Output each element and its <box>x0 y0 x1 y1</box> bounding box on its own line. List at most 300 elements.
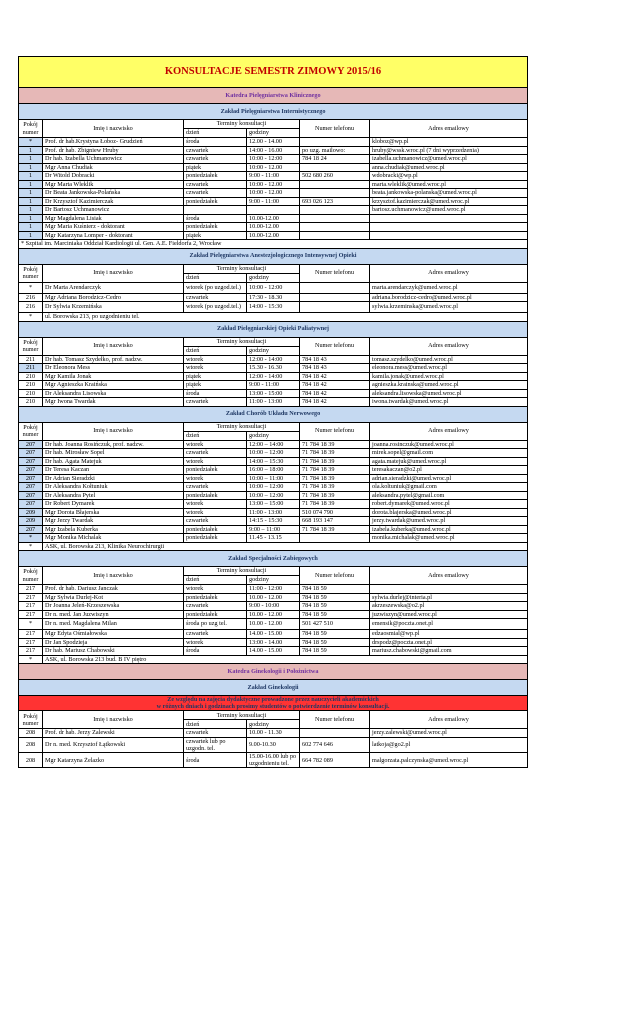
consult-hours: 13:00 - 14.00 <box>247 638 300 647</box>
email-header: Adres emailowy <box>370 120 528 138</box>
table-row <box>19 172 528 181</box>
room-number: 207 <box>19 457 43 466</box>
staff-name: Dr Marta Arendarczyk <box>43 282 184 293</box>
table-row <box>19 440 528 449</box>
warning-note <box>19 696 528 711</box>
terms-header: Terminy konsultacji <box>184 422 300 431</box>
email-address: bartosz.uchmanowicz@umed.wroc.pl <box>370 206 528 215</box>
room-number: 207 <box>19 500 43 509</box>
terms-header: Terminy konsultacji <box>184 264 300 273</box>
consult-day: poniedziałek <box>184 593 247 602</box>
room-number: 1 <box>19 206 43 215</box>
staff-name: Dr Joanna Jeleń-Krzeszewska <box>43 602 184 611</box>
phone-number: 602 774 646 <box>300 737 370 752</box>
consult-day: poniedziałek <box>184 197 247 206</box>
staff-name: Dr Eleonora Mess <box>43 364 184 373</box>
staff-name: Dr Aleksandra Pytel <box>43 491 184 500</box>
staff-name: Mgr Jerzy Twardak <box>43 517 184 526</box>
consult-hours: 16:00 – 18:00 <box>247 466 300 475</box>
terms-header: Terminy konsultacji <box>184 120 300 129</box>
consult-day: czwartek <box>184 146 247 155</box>
day-header: dzień <box>184 273 247 282</box>
consult-day: poniedziałek <box>184 525 247 534</box>
staff-name: Mgr Edyta Ośmiałowska <box>43 630 184 639</box>
phone-number <box>300 534 370 543</box>
hours-header: godziny <box>247 576 300 585</box>
staff-name: Prof. dr hab. Jerzy Zalewski <box>43 729 184 738</box>
table-row <box>19 364 528 373</box>
email-address <box>370 214 528 223</box>
email-address: edzaosmial@wp.pl <box>370 630 528 639</box>
consult-hours: 11:00 - 13:00 <box>247 508 300 517</box>
consult-day: czwartek lub po uzgodn. tel. <box>184 737 247 752</box>
room-number: 1 <box>19 146 43 155</box>
zaklad-row <box>19 104 528 120</box>
consult-day: czwartek <box>184 398 247 407</box>
email-address: kamila.jonak@umed.wroc.pl <box>370 372 528 381</box>
consult-hours: 10:00 – 12:00 <box>247 449 300 458</box>
room-number: 208 <box>19 737 43 752</box>
phone-header: Numer telefonu <box>300 711 370 729</box>
phone-header: Numer telefonu <box>300 567 370 585</box>
column-header-row <box>19 567 528 576</box>
hours-header: godziny <box>247 346 300 355</box>
staff-name: Dr Sylwia Krzemińska <box>43 302 184 313</box>
phone-number <box>300 163 370 172</box>
zaklad-row <box>19 406 528 422</box>
consult-day: wtorek <box>184 474 247 483</box>
table-row <box>19 619 528 630</box>
consult-hours: 14.00 - 15.00 <box>247 630 300 639</box>
table-row <box>19 534 528 543</box>
zaklad-heading: Zakład Chorób Układu Nerwowego <box>19 406 528 422</box>
staff-name: Dr n. med. Krzysztof Łątkowski <box>43 737 184 752</box>
room-number: * <box>19 138 43 147</box>
consult-hours: 11:00 - 13:00 <box>247 398 300 407</box>
email-address: hruby@wssk.wroc.pl (7 dni wyprzedzenia) <box>370 146 528 155</box>
room-number: 210 <box>19 381 43 390</box>
phone-number: 784 18 59 <box>300 647 370 656</box>
email-header: Adres emailowy <box>370 264 528 282</box>
consult-hours: 10:00 - 12:00 <box>247 155 300 164</box>
consult-day: piątek <box>184 231 247 240</box>
email-address: malgorzata.palczynska@umed.wroc.pl <box>370 753 528 768</box>
staff-name: Mgr Magdalena Lisiak <box>43 214 184 223</box>
hours-header: godziny <box>247 273 300 282</box>
consult-day: piątek <box>184 372 247 381</box>
consult-hours: 14.00 - 15.00 <box>247 647 300 656</box>
table-row <box>19 138 528 147</box>
name-header: Imię i nazwisko <box>43 422 184 440</box>
note-marker: * <box>19 542 43 551</box>
phone-number: 784 18 43 <box>300 364 370 373</box>
room-number: 210 <box>19 398 43 407</box>
email-address: joanna.rosinczuk@umed.wroc.pl <box>370 440 528 449</box>
phone-number: 784 18 43 <box>300 355 370 364</box>
table-row <box>19 398 528 407</box>
phone-number: 784 18 59 <box>300 585 370 594</box>
consult-hours: 10:00 - 12.00 <box>247 180 300 189</box>
consult-hours: 10:00 – 11:00 <box>247 474 300 483</box>
room-header: Pokój numer <box>19 567 43 585</box>
room-number: 1 <box>19 214 43 223</box>
table-row <box>19 146 528 155</box>
room-number: 217 <box>19 647 43 656</box>
day-header: dzień <box>184 576 247 585</box>
phone-number: 784 18 59 <box>300 630 370 639</box>
email-header: Adres emailowy <box>370 711 528 729</box>
phone-number <box>300 206 370 215</box>
phone-number: 784 18 59 <box>300 602 370 611</box>
table-row <box>19 737 528 752</box>
email-address: krzysztof.kazimierczak@umed.wroc.pl <box>370 197 528 206</box>
phone-number: 693 026 123 <box>300 197 370 206</box>
email-address: anna.chudiak@umed.wroc.pl <box>370 163 528 172</box>
room-number: 207 <box>19 466 43 475</box>
consult-day: wtorek <box>184 440 247 449</box>
consult-day: poniedziałek <box>184 466 247 475</box>
katedra-heading: Katedra Ginekologii i Położnictwa <box>19 664 528 680</box>
table-row <box>19 500 528 509</box>
staff-name: Dr hab. Izabella Uchmanowicz <box>43 155 184 164</box>
room-number: 207 <box>19 525 43 534</box>
consult-hours: 10.00 - 11.30 <box>247 729 300 738</box>
staff-name: Mgr Agnieszka Kraińska <box>43 381 184 390</box>
staff-name: Dr Adrian Sieradzki <box>43 474 184 483</box>
consult-day: środa po uzg tel. <box>184 619 247 630</box>
email-address: emensik@poczta.onet.pl <box>370 619 528 630</box>
staff-name: Mgr Kamila Jonak <box>43 372 184 381</box>
consult-day: czwartek <box>184 189 247 198</box>
consult-day: wtorek <box>184 457 247 466</box>
katedra-row <box>19 664 528 680</box>
note-row <box>19 240 528 249</box>
consult-day: wtorek (po uzgod.tel.) <box>184 302 247 313</box>
email-address: teresakaczan@o2.pl <box>370 466 528 475</box>
table-row <box>19 753 528 768</box>
room-number: 209 <box>19 508 43 517</box>
staff-name: Mgr Adriana Borodzicz-Cedro <box>43 293 184 302</box>
phone-number: 784 18 42 <box>300 381 370 390</box>
table-row <box>19 449 528 458</box>
day-header: dzień <box>184 720 247 729</box>
email-address: eleonora.mess@umed.wroc.pl <box>370 364 528 373</box>
room-number: 1 <box>19 163 43 172</box>
room-number: 217 <box>19 593 43 602</box>
phone-number: 71 784 18 39 <box>300 525 370 534</box>
table-row <box>19 491 528 500</box>
table-row <box>19 389 528 398</box>
room-number: 1 <box>19 180 43 189</box>
phone-header: Numer telefonu <box>300 422 370 440</box>
consult-day: poniedziałek <box>184 223 247 232</box>
table-row <box>19 231 528 240</box>
zaklad-row <box>19 321 528 337</box>
email-address: tomasz.szydelko@umed.wroc.pl <box>370 355 528 364</box>
staff-name: Dr hab. Mariusz Chabowski <box>43 647 184 656</box>
consult-day: czwartek <box>184 180 247 189</box>
staff-name: Dr Teresa Kaczan <box>43 466 184 475</box>
day-header: dzień <box>184 431 247 440</box>
room-number: 207 <box>19 491 43 500</box>
room-number: 217 <box>19 585 43 594</box>
consult-day: wtorek <box>184 364 247 373</box>
room-header: Pokój numer <box>19 120 43 138</box>
staff-name: Dr Jan Spodzieja <box>43 638 184 647</box>
phone-number: 668 193 147 <box>300 517 370 526</box>
consult-day: piątek <box>184 163 247 172</box>
consult-hours: 11:00 - 12:00 <box>247 585 300 594</box>
phone-number: 502 680 260 <box>300 172 370 181</box>
staff-name: Prof. dr hab.Krystyna Łoboz- Grudzień <box>43 138 184 147</box>
day-header: dzień <box>184 346 247 355</box>
zaklad-heading: Zakład Pielęgniarstwa Anestezjologicznego Intensywnej Opieki <box>19 248 528 264</box>
room-number: 216 <box>19 293 43 302</box>
email-address: juzwiszyn@umed.wroc.pl <box>370 610 528 619</box>
staff-name: Dr Aleksandra Lisowska <box>43 389 184 398</box>
consult-hours: 10.00-12.00 <box>247 214 300 223</box>
table-row <box>19 372 528 381</box>
table-row <box>19 508 528 517</box>
email-address <box>370 231 528 240</box>
room-number: 210 <box>19 389 43 398</box>
room-number: 209 <box>19 517 43 526</box>
consult-hours: 13:00 - 15:00 <box>247 389 300 398</box>
room-number: 1 <box>19 231 43 240</box>
consult-day: czwartek <box>184 155 247 164</box>
table-row <box>19 593 528 602</box>
table-row <box>19 585 528 594</box>
phone-number: 784 18 42 <box>300 398 370 407</box>
phone-number: 71 784 18 39 <box>300 449 370 458</box>
phone-number <box>300 214 370 223</box>
consult-hours: 10.00-12.00 <box>247 223 300 232</box>
table-row <box>19 647 528 656</box>
staff-name: Mgr Iwona Twardak <box>43 398 184 407</box>
consult-hours: 10:00 - 12.00 <box>247 189 300 198</box>
consult-day: poniedziałek <box>184 610 247 619</box>
phone-number: po uzg. mailowo: <box>300 146 370 155</box>
consult-day: środa <box>184 753 247 768</box>
consult-day: czwartek <box>184 483 247 492</box>
phone-number: 784 18 59 <box>300 610 370 619</box>
location-note: ul. Borowska 213, po uzgodnieniu tel. <box>43 313 528 322</box>
staff-name: Mgr Katarzyna Lomper - doktorant <box>43 231 184 240</box>
phone-number: 784 18 42 <box>300 389 370 398</box>
consult-hours: 11.45 - 13.15 <box>247 534 300 543</box>
warning-row <box>19 696 528 711</box>
room-number: * <box>19 534 43 543</box>
consult-hours: 12:00 – 14:00 <box>247 440 300 449</box>
staff-name: Mgr Katarzyna Żelazko <box>43 753 184 768</box>
email-address: mirek.sopel@gmail.com <box>370 449 528 458</box>
note-row <box>19 655 528 664</box>
zaklad-heading: Zakład Ginekologii <box>19 680 528 696</box>
phone-number: 784 18 42 <box>300 372 370 381</box>
staff-name: Dr n. med. Jan Juzwiszyn <box>43 610 184 619</box>
location-note: * Szpital im. Marciniaka Oddział Kardiologii ul. Gen. A.E. Fieldorfa 2, Wrocław <box>19 240 528 249</box>
hours-header: godziny <box>247 129 300 138</box>
consult-hours <box>247 206 300 215</box>
consult-day: czwartek <box>184 293 247 302</box>
zaklad-heading: Zakład Pielęgniarskiej Opieki Paliatywnej <box>19 321 528 337</box>
table-row <box>19 610 528 619</box>
email-address: drspodz@poczta.onet.pl <box>370 638 528 647</box>
staff-name: Dr hab. Joanna Rosińczuk, prof. nadzw. <box>43 440 184 449</box>
room-number: 216 <box>19 302 43 313</box>
email-address: ola.koltuniuk@gmail.com <box>370 483 528 492</box>
email-address: sylwia.krzeminska@umed.wroc.pl <box>370 302 528 313</box>
hours-header: godziny <box>247 720 300 729</box>
consult-day: środa <box>184 214 247 223</box>
name-header: Imię i nazwisko <box>43 120 184 138</box>
column-header-row <box>19 422 528 431</box>
table-row <box>19 293 528 302</box>
room-number: 1 <box>19 223 43 232</box>
email-address: dorota.blajerska@umed.wroc.pl <box>370 508 528 517</box>
zaklad-row <box>19 551 528 567</box>
table-row <box>19 302 528 313</box>
staff-name: Mgr Monika Michalak <box>43 534 184 543</box>
staff-name: Dr hab. Tomasz Szydełko, prof. nadzw. <box>43 355 184 364</box>
note-row <box>19 313 528 322</box>
staff-name: Mgr Dorota Błajerska <box>43 508 184 517</box>
name-header: Imię i nazwisko <box>43 711 184 729</box>
staff-name: Dr Witold Dobracki <box>43 172 184 181</box>
consult-hours: 13:00 – 15:00 <box>247 500 300 509</box>
phone-number: 71 784 18 39 <box>300 440 370 449</box>
email-address: adrian.sieradzki@umed.wroc.pl <box>370 474 528 483</box>
table-row <box>19 197 528 206</box>
consultation-document <box>18 56 527 768</box>
table-row <box>19 214 528 223</box>
room-number: 207 <box>19 483 43 492</box>
consult-hours: 15.00-16.00 lub po uzgodnieniu tel. <box>247 753 300 768</box>
email-address: iwona.twardak@umed.wroc.pl <box>370 398 528 407</box>
table-row <box>19 466 528 475</box>
consult-day: wtorek (po uzgod.tel.) <box>184 282 247 293</box>
email-address: aleksandra.pytel@gmail.com <box>370 491 528 500</box>
staff-name: Prof. dr hab. Zbigniew Hruby <box>43 146 184 155</box>
staff-name: Mgr Anna Chudiak <box>43 163 184 172</box>
staff-name: Prof. dr hab. Dariusz Janczak <box>43 585 184 594</box>
consult-hours: 10.00 - 12.00 <box>247 593 300 602</box>
consult-hours: 15.30 - 16.30 <box>247 364 300 373</box>
email-address: marta.arendarczyk@umed.wroc.pl <box>370 282 528 293</box>
phone-number <box>300 729 370 738</box>
consult-hours: 10:00 – 12:00 <box>247 491 300 500</box>
phone-number <box>300 293 370 302</box>
staff-name: Dr Bartosz Uchmanowicz <box>43 206 184 215</box>
email-header: Adres emailowy <box>370 567 528 585</box>
table-row <box>19 525 528 534</box>
consult-hours: 10.00-12.00 <box>247 231 300 240</box>
email-address: jerzy.twardak@umed.wroc.pl <box>370 517 528 526</box>
email-address: agnieszka.krainska@umed.wroc.pl <box>370 381 528 390</box>
room-number: 207 <box>19 440 43 449</box>
warning-line: Ze względu na zajęcia dydaktyczne prowadzone przez nauczycieli akademickich <box>167 696 379 703</box>
email-address: agata.matejuk@umed.wroc.pl <box>370 457 528 466</box>
table-row <box>19 355 528 364</box>
consult-day: środa <box>184 138 247 147</box>
consult-day: poniedziałek <box>184 491 247 500</box>
consult-hours: 10:00 - 12.00 <box>247 163 300 172</box>
consult-day: środa <box>184 647 247 656</box>
consult-day: wtorek <box>184 585 247 594</box>
table-row <box>19 483 528 492</box>
table-row <box>19 457 528 466</box>
phone-number <box>300 302 370 313</box>
page-title: KONSULTACJE SEMESTR ZIMOWY 2015/16 <box>19 57 528 88</box>
email-address: mariusz.chabowski@gmail.com <box>370 647 528 656</box>
staff-name: Mgr Sylwia Durlej-Kot <box>43 593 184 602</box>
location-note: ASK, ul. Borowska 213, Klinika Neurochirurgii <box>43 542 528 551</box>
terms-header: Terminy konsultacji <box>184 567 300 576</box>
column-header-row <box>19 120 528 129</box>
room-number: 217 <box>19 610 43 619</box>
phone-number: 510 074 790 <box>300 508 370 517</box>
consult-day: czwartek <box>184 449 247 458</box>
phone-number: 784 18 59 <box>300 593 370 602</box>
phone-number <box>300 231 370 240</box>
column-header-row <box>19 711 528 720</box>
phone-number: 71 784 18 39 <box>300 457 370 466</box>
table-row <box>19 381 528 390</box>
room-number: 208 <box>19 729 43 738</box>
consult-day: czwartek <box>184 517 247 526</box>
email-address: monika.michalak@umed.wroc.pl <box>370 534 528 543</box>
consult-day: czwartek <box>184 630 247 639</box>
consult-hours: 14:00 - 15:30 <box>247 302 300 313</box>
phone-number: 784 18 24 <box>300 155 370 164</box>
phone-number: 71 784 18 39 <box>300 491 370 500</box>
consult-hours: 10.00 - 12.00 <box>247 610 300 619</box>
table-row <box>19 163 528 172</box>
name-header: Imię i nazwisko <box>43 264 184 282</box>
phone-number: 664 782 089 <box>300 753 370 768</box>
table-row <box>19 223 528 232</box>
consult-hours: 9:00 - 10:00 <box>247 602 300 611</box>
staff-name: Dr Aleksandra Kołtuniuk <box>43 483 184 492</box>
consult-day <box>184 206 247 215</box>
consult-hours: 9:00 - 11:00 <box>247 381 300 390</box>
room-number: 217 <box>19 602 43 611</box>
consult-hours: 10.00 - 12.00 <box>247 619 300 630</box>
staff-name: Mgr Maria Kuśnierz - doktorant <box>43 223 184 232</box>
room-number: 207 <box>19 474 43 483</box>
email-address: sylwia.durlej@interia.pl <box>370 593 528 602</box>
zaklad-row <box>19 680 528 696</box>
hours-header: godziny <box>247 431 300 440</box>
terms-header: Terminy konsultacji <box>184 337 300 346</box>
consult-hours: 12:00 - 14:00 <box>247 355 300 364</box>
phone-header: Numer telefonu <box>300 337 370 355</box>
phone-number: 784 18 59 <box>300 638 370 647</box>
note-row <box>19 542 528 551</box>
column-header-row <box>19 264 528 273</box>
phone-header: Numer telefonu <box>300 264 370 282</box>
column-header-row <box>19 337 528 346</box>
note-marker: * <box>19 313 43 322</box>
table-row <box>19 474 528 483</box>
zaklad-heading: Zakład Specjalności Zabiegowych <box>19 551 528 567</box>
katedra-row <box>19 88 528 104</box>
table-row <box>19 638 528 647</box>
email-address: kloboz@wp.pl <box>370 138 528 147</box>
email-address <box>370 223 528 232</box>
staff-name: Mgr Marta Wleklik <box>43 180 184 189</box>
room-header: Pokój numer <box>19 337 43 355</box>
